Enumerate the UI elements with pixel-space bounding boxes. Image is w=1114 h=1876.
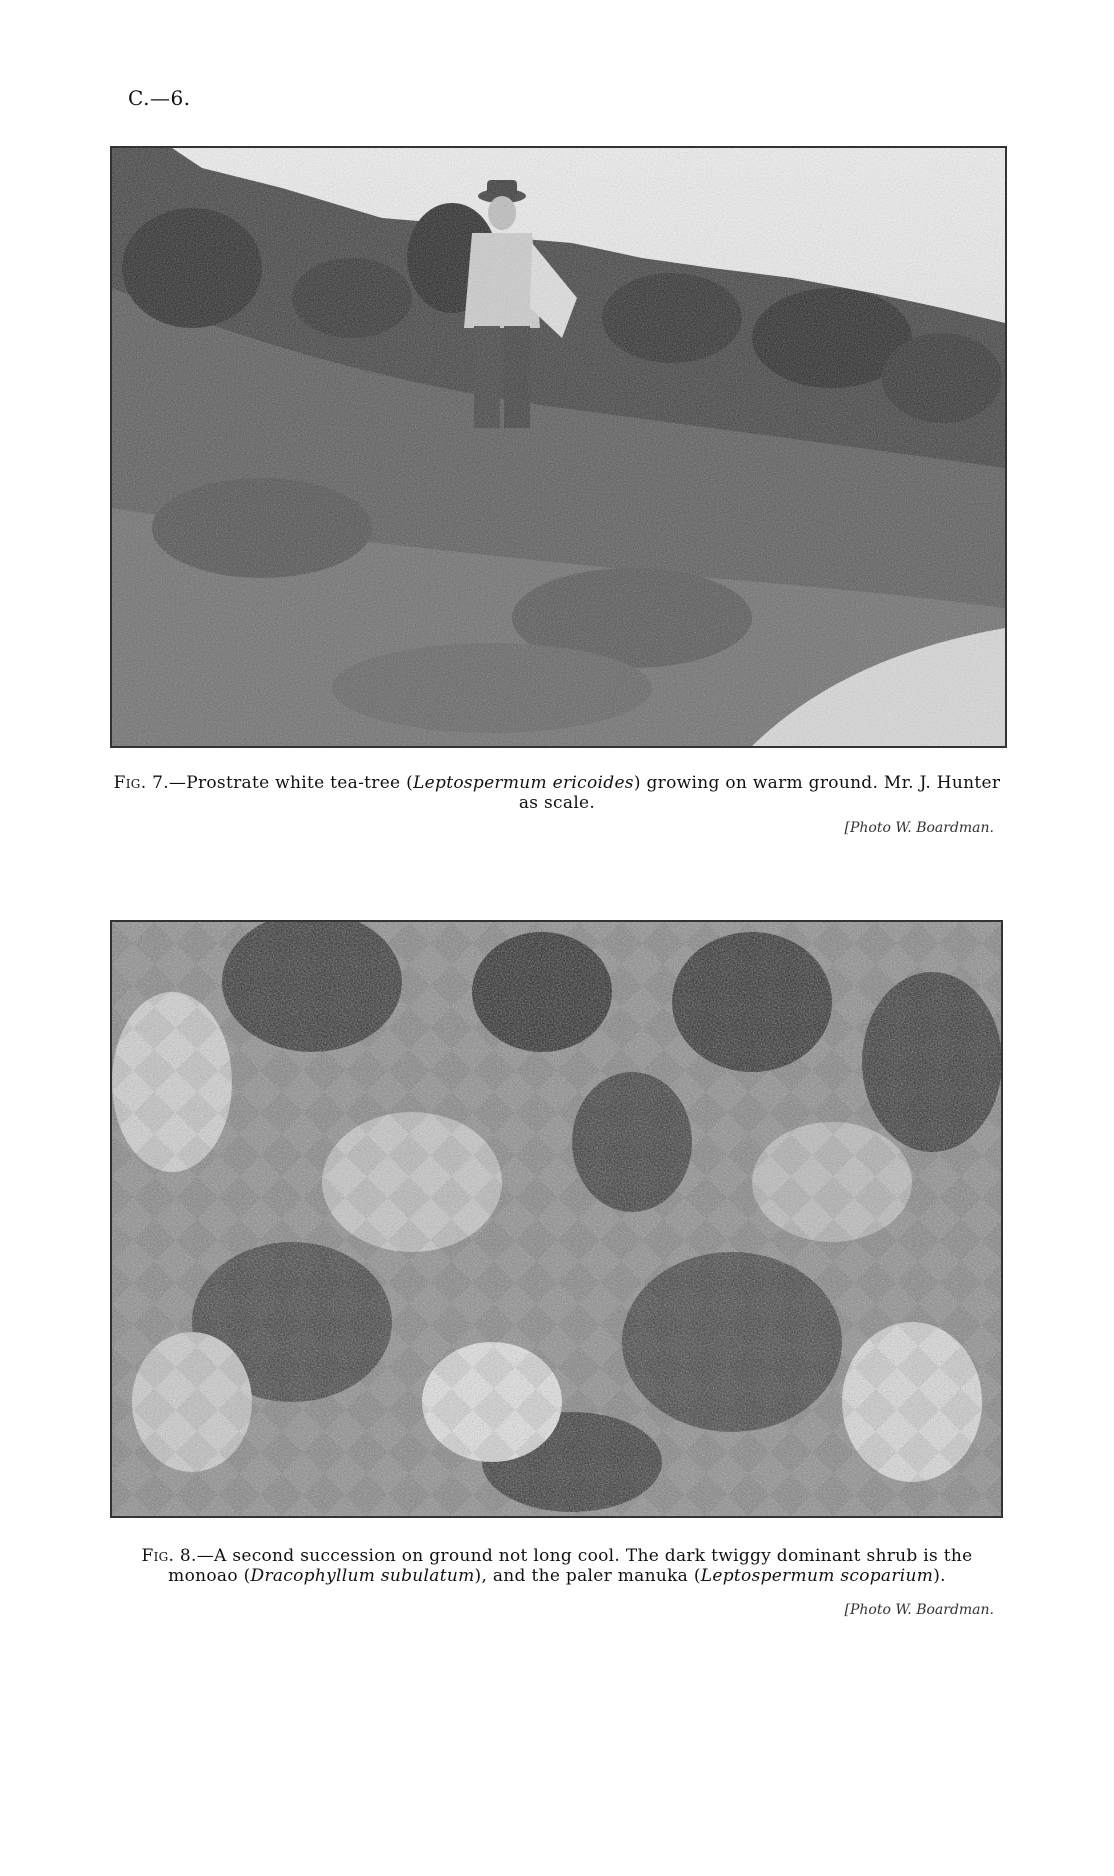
figure-8-caption-end: ). [933, 1566, 946, 1586]
shrub-succession-photo [112, 922, 1001, 1516]
figure-8-species-name-1: Dracophyllum subulatum [250, 1566, 475, 1586]
figure-7-photo [110, 146, 1007, 748]
figure-8-caption-text: —A second succession on ground not long cool. The dark twiggy dominant shrub is the monoao ( [168, 1546, 973, 1586]
figure-7-caption-text: —Prostrate white tea-tree ( [168, 773, 414, 793]
figure-7-caption-end: ) growing on warm ground. Mr. J. Hunter as scale. [518, 773, 1001, 813]
scrub-hillside-photo [112, 148, 1005, 746]
figure-8-caption [112, 1546, 1002, 1586]
figure-7-species-name: Leptospermum ericoides [413, 773, 634, 793]
figure-8-photo-credit: [Photo W. Boardman. [844, 1602, 994, 1618]
figure-8-label: Fig. 8. [141, 1546, 197, 1566]
figure-7-photo-credit: [Photo W. Boardman. [844, 820, 994, 836]
figure-8-species-name-2: Leptospermum scoparium [700, 1566, 934, 1586]
figure-7-label: Fig. 7. [113, 773, 169, 793]
figure-7-caption [112, 773, 1002, 813]
page-reference: C.—6. [128, 86, 191, 110]
figure-8-photo [110, 920, 1003, 1518]
figure-8-caption-middle: ), and the paler manuka ( [474, 1566, 701, 1586]
